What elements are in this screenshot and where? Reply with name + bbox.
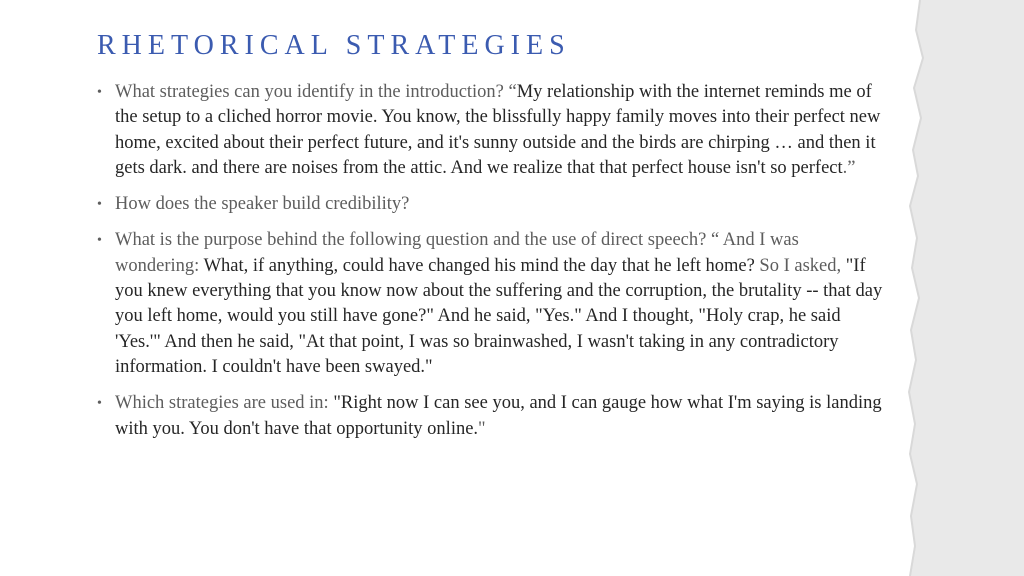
question-text: How does the speaker build credibility?	[115, 194, 410, 215]
speech-quote: What, if anything, could have changed his mind the day that he left home?	[203, 255, 755, 276]
bullet-item-online-strategies	[97, 391, 887, 442]
speech-quote: My relationship with the internet reminds me of the setup to a cliched horror movie. You know, the blissfully happy family moves into their perfect new home, excited about their perfect future, and it's sunny outside and the birds are chirping … and then it gets dark. and there are noises from the attic. And we realize that that perfect house isn't so perfect	[115, 82, 881, 178]
bullet-dot: •	[97, 197, 102, 213]
speech-quote-dialogue: "If you knew everything that you know now about the suffering and the corruption, the brutality -- that day you left home, would you still have gone?" And he said, "Yes." And I thought, "Holy crap, he said 'Yes.'" And then he said, "At that point, I was so brainwashed, I wasn't taking in any contradictory information. I couldn't have been swayed."	[115, 255, 883, 377]
question-text: What is the purpose behind the following question and the use of direct speech? “ And I was wondering:	[115, 230, 799, 276]
bullet-dot: •	[97, 85, 102, 100]
torn-paper-edge	[906, 0, 1024, 576]
bullet-dot: •	[97, 396, 102, 412]
bullet-item-credibility	[97, 192, 887, 217]
connector-text: So I asked,	[754, 255, 846, 276]
bullet-dot: •	[97, 233, 102, 249]
bullet-list	[97, 80, 887, 453]
question-text: What strategies can you identify in the introduction? “	[115, 82, 517, 102]
bullet-item-introduction	[97, 80, 887, 181]
speech-quote: "Right now I can see you, and I can gauge how what I'm saying is landing with you. You don't have that opportunity online.	[115, 393, 882, 439]
question-text: Which strategies are used in:	[115, 393, 334, 414]
bullet-item-direct-speech	[97, 228, 887, 380]
quote-close: .”	[842, 157, 856, 178]
slide-title: RHETORICAL STRATEGIES	[97, 30, 571, 61]
quote-close: "	[478, 418, 486, 439]
